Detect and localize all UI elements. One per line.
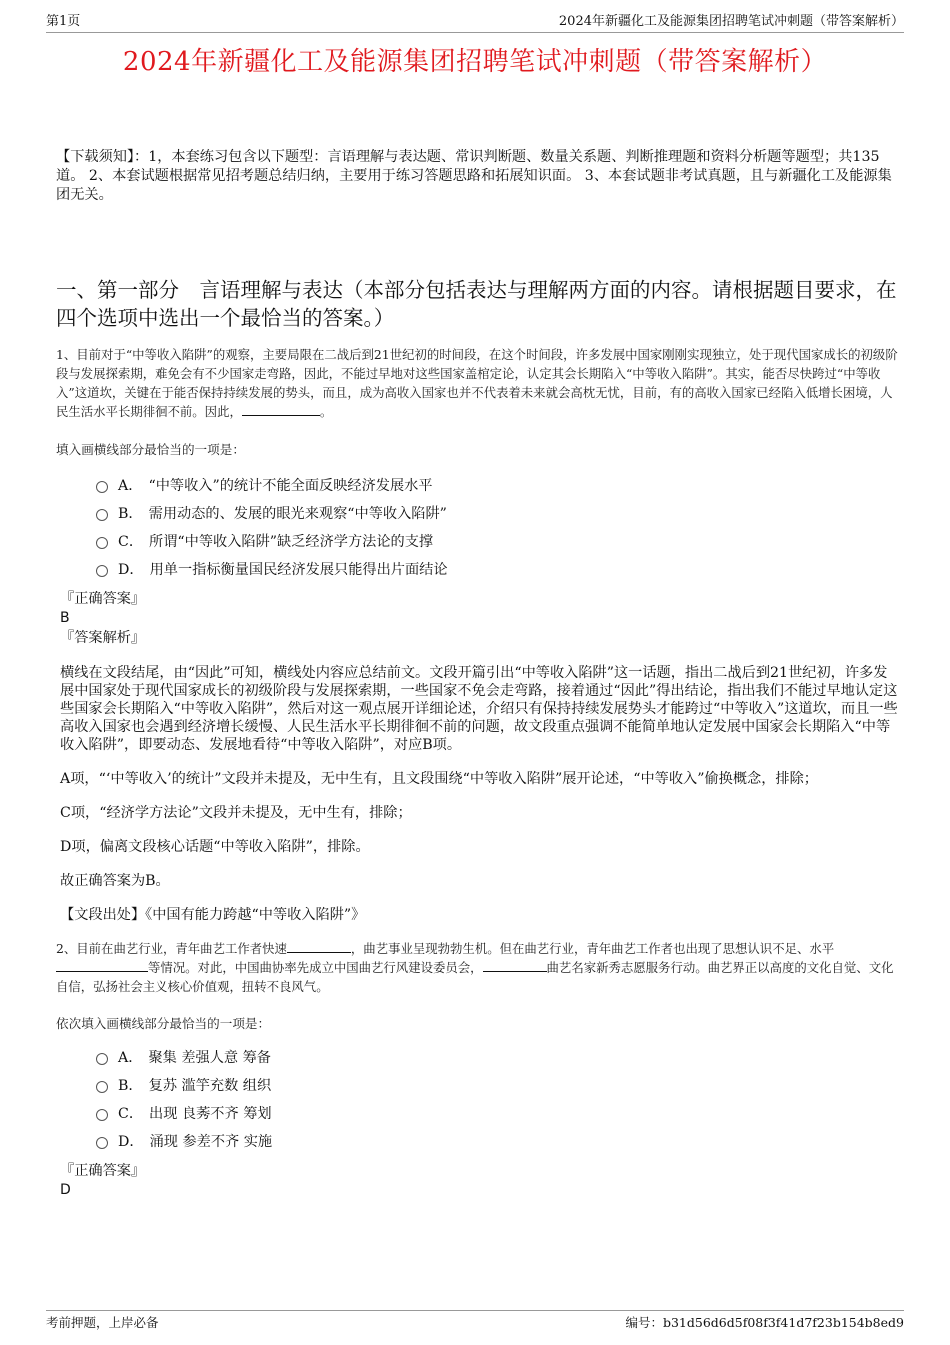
option-a[interactable]: A． “中等收入”的统计不能全面反映经济发展水平	[96, 472, 896, 500]
radio-button-icon[interactable]	[96, 481, 108, 493]
question-1-body: 1、目前对于“中等收入陷阱”的观察，主要局限在二战后到21世纪初的时间段，在这个时间段，许多发展中国家刚刚实现独立，处于现代国家成长的初级阶段与发展探索期，难免会有不少国家走弯路，因此，不能过早地对这些国家盖棺定论，认定其会长期陷入“中等收入陷阱”。其实，能否尽快跨过“中等收入”这道坎，关键在于能否保持持续发展的势头，而且，成为高收入国家也并不代表着未来就会高枕无忧，目前，有的高收入国家已经陷入低增长困境，人民生活水平长期徘徊不前。因此，	[56, 347, 898, 419]
answer-value: B	[60, 610, 70, 626]
radio-button-icon[interactable]	[96, 1109, 108, 1121]
answer-value: D	[60, 1182, 71, 1198]
radio-button-icon[interactable]	[96, 1137, 108, 1149]
download-notice: 【下载须知】：1，本套练习包含以下题型：言语理解与表达题、常识判断题、数量关系题、判断推理题和资料分析题等题型；共135道。 2、本套试题根据常见招考题总结归纳，主要用于练习答题思路和拓展知识面。 3、本套试题非考试真题，且与新疆化工及能源集团无关。	[56, 149, 892, 203]
page-number: 第1页	[46, 14, 81, 29]
option-c[interactable]: C． 所谓“中等收入陷阱”缺乏经济学方法论的支撑	[96, 528, 896, 556]
question-1-text	[56, 345, 902, 421]
answer-label: 『正确答案』	[60, 1163, 146, 1179]
question-2-text: 2、目前在曲艺行业，青年曲艺工作者快速 ，曲艺事业呈现勃勃生机。但在曲艺行业，青年曲艺工作者也出现了思想认识不足、水平等情况。对此，中国曲协率先成立中国曲艺行风建设委员会， 曲艺名家新秀志愿服务行动。曲艺界正以高度的文化自觉、文化自信，弘扬社会主义核心价值观，扭转不良风气。	[56, 941, 894, 994]
analysis-label: 『答案解析』	[60, 630, 146, 646]
analysis-text: 横线在文段结尾，由“因此”可知，横线处内容应总结前文。文段开篇引出“中等收入陷阱”这一话题，指出二战后到21世纪初，许多发展中国家处于现代国家成长的初级阶段与发展探索期，一些国家不免会走弯路，接着通过“因此”得出结论，指出我们不能过早地认定这些国家会长期陷入“中等收入陷阱”，然后对这一观点展开详细论述，介绍只有保持持续发展势头才能跨过“中等收入”这道坎，而且一些高收入国家也会遇到经济增长缓慢、人民生活水平长期徘徊不前的问题，故文段重点强调不能简单地认定发展中国家会长期陷入“中等收入陷阱”，即要动态、发展地看待“中等收入陷阱”，对应B项。	[60, 665, 898, 753]
radio-button-icon[interactable]	[96, 509, 108, 521]
radio-button-icon[interactable]	[96, 537, 108, 549]
radio-button-icon[interactable]	[96, 1081, 108, 1093]
radio-button-icon[interactable]	[96, 1053, 108, 1065]
analysis-conclusion: 故正确答案为B。	[60, 873, 170, 889]
option-d[interactable]: D． 涌现 参差不齐 实施	[96, 1128, 896, 1156]
radio-button-icon[interactable]	[96, 565, 108, 577]
answer-blank	[287, 940, 351, 953]
question-2-options	[96, 1044, 896, 1156]
footer-doc-id: 编号：b31d56d6d5f08f3f41d7f23b154b8ed9	[625, 1315, 904, 1330]
answer-blank	[483, 959, 547, 972]
header-doc-title: 2024年新疆化工及能源集团招聘笔试冲刺题（带答案解析）	[558, 14, 904, 29]
page-header	[46, 12, 904, 33]
question-2-prompt: 依次填入画横线部分最恰当的一项是：	[56, 1016, 271, 1031]
analysis-option-d: D项，偏离文段核心话题“中等收入陷阱”，排除。	[60, 839, 370, 855]
section-title: 一、第一部分 言语理解与表达（本部分包括表达与理解两方面的内容。请根据题目要求，在四个选项中选出一个最恰当的答案。）	[56, 278, 897, 330]
page-footer	[46, 1310, 904, 1330]
document-title: 2024年新疆化工及能源集团招聘笔试冲刺题（带答案解析）	[122, 47, 828, 77]
option-d[interactable]: D． 用单一指标衡量国民经济发展只能得出片面结论	[96, 556, 896, 584]
question-1-options	[96, 472, 896, 584]
question-1-prompt: 填入画横线部分最恰当的一项是：	[56, 442, 245, 457]
analysis-option-c: C项，“经济学方法论”文段并未提及，无中生有，排除；	[60, 805, 412, 821]
footer-slogan: 考前押题，上岸必备	[46, 1315, 159, 1330]
option-b[interactable]: B． 复苏 滥竽充数 组织	[96, 1072, 896, 1100]
answer-label: 『正确答案』	[60, 591, 146, 607]
option-a[interactable]: A． 聚集 差强人意 筹备	[96, 1044, 896, 1072]
answer-blank	[56, 959, 148, 972]
option-b[interactable]: B． 需用动态的、发展的眼光来观察“中等收入陷阱”	[96, 500, 896, 528]
option-c[interactable]: C． 出现 良莠不齐 筹划	[96, 1100, 896, 1128]
answer-blank	[242, 403, 320, 416]
analysis-option-a: A项，“‘中等收入’的统计”文段并未提及，无中生有，且文段围绕“中等收入陷阱”展开论述，“中等收入”偷换概念，排除；	[60, 771, 818, 787]
question-1-end: 。	[319, 404, 333, 419]
text-source: 【文段出处】《中国有能力跨越“中等收入陷阱”》	[60, 907, 366, 923]
